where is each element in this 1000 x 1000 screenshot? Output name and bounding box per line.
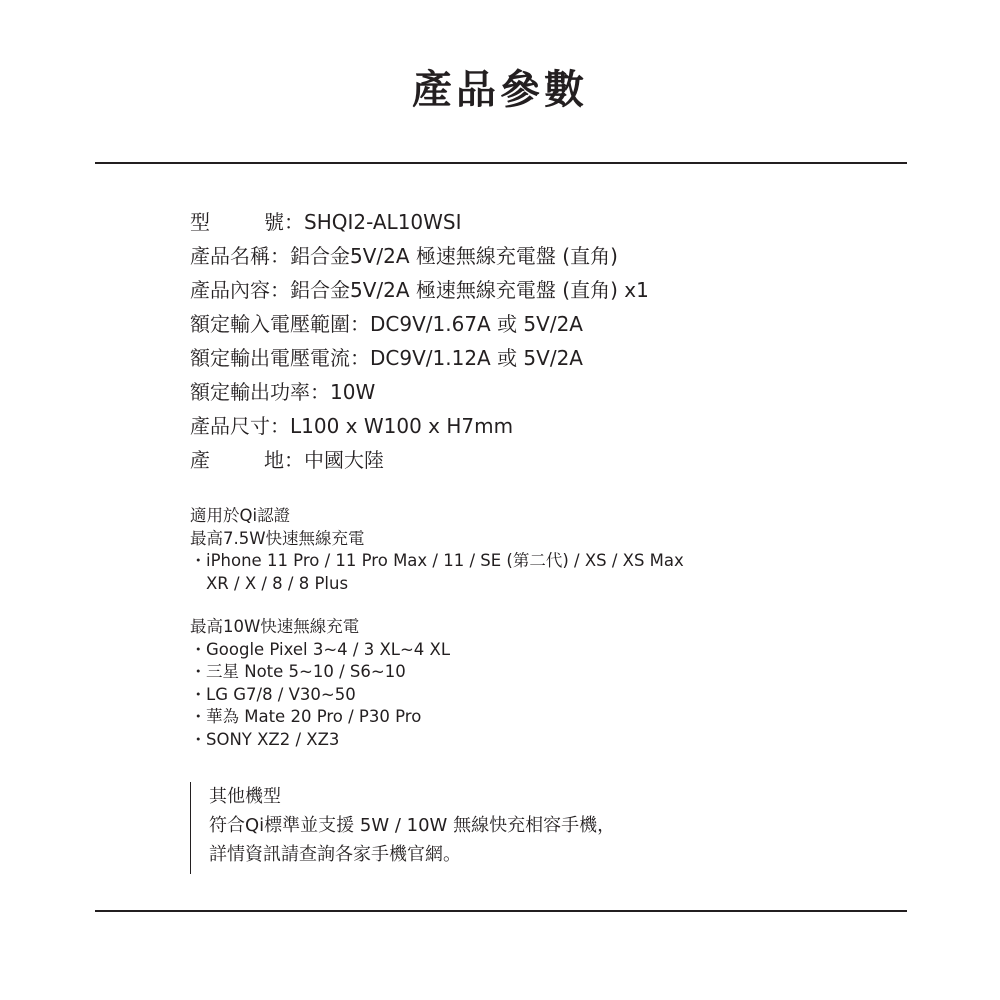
spec-label: 產品內容 xyxy=(190,278,270,302)
spec-row-origin xyxy=(190,443,890,477)
spec-separator: ： xyxy=(270,278,290,302)
list-item-text: Google Pixel 3~4 / 3 XL~4 XL xyxy=(206,639,451,659)
spec-row-dimensions xyxy=(190,409,890,443)
bullet-icon: ・ xyxy=(190,684,207,704)
spec-separator: ： xyxy=(284,210,304,234)
spec-value: DC9V/1.12A 或 5V/2A xyxy=(370,346,583,370)
list-item xyxy=(190,706,890,729)
compat-section-7-5w xyxy=(190,505,890,595)
qi-certified-note: 適用於Qi認證 xyxy=(190,506,291,525)
other-models-text: 詳情資訊請查詢各家手機官網。 xyxy=(209,844,461,865)
spec-value: 中國大陸 xyxy=(304,448,384,472)
spec-value: 鋁合金5V/2A 極速無線充電盤 (直角) x1 xyxy=(290,278,649,302)
bullet-icon: ・ xyxy=(190,639,207,659)
spec-label-part: 號 xyxy=(264,210,284,234)
list-item-text: iPhone 11 Pro / 11 Pro Max / 11 / SE (第二代) / XS / XS Max xyxy=(206,551,684,570)
spec-value: SHQI2-AL10WSI xyxy=(304,210,462,234)
bullet-icon: ・ xyxy=(190,551,207,570)
spec-list xyxy=(190,205,890,477)
spec-value: 10W xyxy=(330,380,376,404)
list-item-text: 三星 Note 5~10 / S6~10 xyxy=(206,662,406,681)
spec-label: 產品名稱 xyxy=(190,244,270,268)
spec-row-product-name xyxy=(190,239,890,273)
spec-value: L100 x W100 x H7mm xyxy=(290,414,514,438)
list-item-text: LG G7/8 / V30~50 xyxy=(206,684,356,704)
spec-separator: ： xyxy=(310,380,330,404)
other-models-heading: 其他機型 xyxy=(209,786,281,807)
list-item-text: SONY XZ2 / XZ3 xyxy=(206,729,340,749)
spec-separator: ： xyxy=(350,312,370,336)
spec-row-output-power xyxy=(190,375,890,409)
spec-label-part: 產 xyxy=(190,448,210,472)
page-title: 產品參數 xyxy=(412,67,588,113)
spec-separator: ： xyxy=(270,244,290,268)
spec-label: 額定輸出功率 xyxy=(190,380,310,404)
list-item xyxy=(190,661,890,684)
bullet-icon: ・ xyxy=(190,729,207,749)
spec-row-model xyxy=(190,205,890,239)
other-models-note xyxy=(190,782,615,874)
list-item-continuation: XR / X / 8 / 8 Plus xyxy=(206,573,349,593)
spec-label-part: 型 xyxy=(190,210,210,234)
bullet-icon: ・ xyxy=(190,662,207,681)
spec-label: 額定輸出電壓電流 xyxy=(190,346,350,370)
spec-separator: ： xyxy=(270,414,290,438)
list-item xyxy=(190,729,890,752)
spec-value: 鋁合金5V/2A 極速無線充電盤 (直角) xyxy=(290,244,618,268)
spec-row-input-rating xyxy=(190,307,890,341)
list-item xyxy=(190,550,890,573)
list-item xyxy=(190,684,890,707)
bottom-divider xyxy=(95,910,907,912)
spec-row-output-rating xyxy=(190,341,890,375)
compat-section-10w xyxy=(190,616,890,751)
spec-label-part: 地 xyxy=(264,448,284,472)
bullet-icon: ・ xyxy=(190,707,207,726)
spec-row-package-contents xyxy=(190,273,890,307)
list-item-text: 華為 Mate 20 Pro / P30 Pro xyxy=(206,707,422,726)
spec-label: 產品尺寸 xyxy=(190,414,270,438)
top-divider xyxy=(95,162,907,164)
spec-label: 額定輸入電壓範圍 xyxy=(190,312,350,336)
spec-label xyxy=(190,205,284,239)
spec-value: DC9V/1.67A 或 5V/2A xyxy=(370,312,583,336)
spec-separator: ： xyxy=(284,448,304,472)
compat-heading: 最高7.5W快速無線充電 xyxy=(190,528,365,548)
other-models-text: 符合Qi標準並支援 5W / 10W 無線快充相容手機， xyxy=(209,815,616,836)
spec-label xyxy=(190,443,284,477)
list-item xyxy=(190,639,890,662)
compat-heading: 最高10W快速無線充電 xyxy=(190,617,360,636)
spec-separator: ： xyxy=(350,346,370,370)
